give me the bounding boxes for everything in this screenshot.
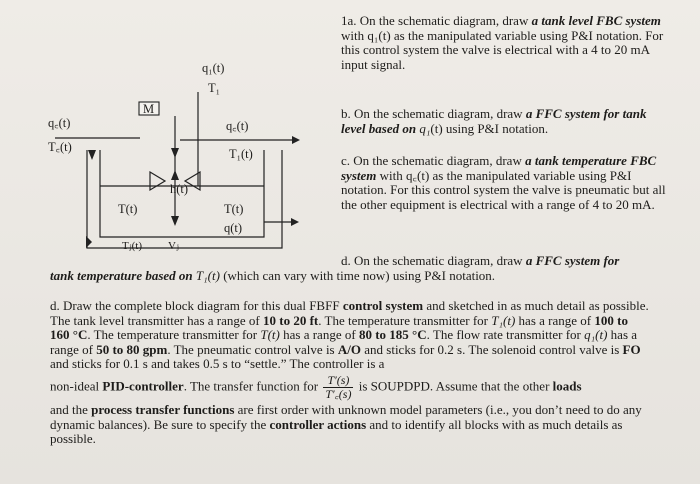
- jacket-arrow: [86, 236, 92, 248]
- q1-label: q₁(t): [202, 61, 225, 75]
- coolant-in-arrow: [88, 150, 96, 160]
- transfer-function-fraction: $\frac{T'(s)}{T'꜀(s)}$: [325, 372, 352, 401]
- question-1a: 1a. On the schematic diagram, draw a tank level FBC system with q₁(t) as the manipulated variable using P&I notation. For this control system the valve is electrical with a 4 to 20 mA input signal.: [341, 13, 664, 72]
- question-1b: b. On the schematic diagram, draw a FFC system for tank level based on q₁(t) using P&I notation.: [341, 106, 647, 136]
- h-label: h(t): [170, 182, 189, 196]
- level-arrow-up: [171, 170, 179, 180]
- coolant-out-arrow: [292, 136, 300, 144]
- level-arrow-down: [171, 216, 179, 226]
- vj-label: Vⱼ: [168, 240, 179, 252]
- qc-right-label: q꜀(t): [226, 119, 249, 133]
- q-out-label: q(t): [224, 221, 243, 235]
- question-1c: c. On the schematic diagram, draw a tank temperature FBC system with q꜀(t) as the manipulated variable using P&I notation. For this control system the valve is pneumatic but all the other equipment is electrical with a range of 4 to 20 mA.: [341, 153, 666, 212]
- t-inside-label: T(t): [118, 202, 138, 216]
- tj-label: Tⱼ(t): [122, 240, 143, 252]
- question-1d: d. On the schematic diagram, draw a FFC system for tank temperature based on T₁(t) (which can vary with time now) using P&I notation.: [50, 253, 620, 283]
- jacket-outline: [87, 147, 282, 248]
- qc-left-label: q꜀(t): [48, 116, 71, 130]
- t1-right-label: T₁(t): [229, 147, 253, 161]
- t-out-label: T(t): [224, 202, 244, 216]
- tank-schematic: [0, 0, 320, 260]
- motor-label: M: [143, 102, 155, 116]
- tc-left-label: T꜀(t): [48, 140, 72, 154]
- t1-label: T₁: [208, 81, 220, 95]
- question-2-block-diagram: d. Draw the complete block diagram for this dual FBFF control system and sketched in as much detail as possible. The tank level transmitter has a range of 10 to 20 ft. The temperature transmitter for T₁(t) has a range of 100 to 160 °C. The temperature transmitter for T(t) has a range of 80 to 185 °C. The flow rate transmitter for q₁(t) has a range of 50 to 80 gpm. The pneumatic control valve is A/O and sticks for 0.2 s. The solenoid control valve is FO and sticks for 0.1 s and takes 0.5 s to “settle.” The controller is a non-ideal PID-controller. The transfer function for $\frac{T'(s)}{T'꜀(s)}$ is SOUPDPD. Assume that the other loads and the process transfer functions are first order with unknown model parameters (i.e., you don’t need to do any dynamic balances). Be sure to specify the controller actions and to identify all blocks with as much details as possible.: [50, 298, 649, 447]
- outlet-arrow: [291, 218, 299, 226]
- inlet-arrow: [171, 148, 179, 158]
